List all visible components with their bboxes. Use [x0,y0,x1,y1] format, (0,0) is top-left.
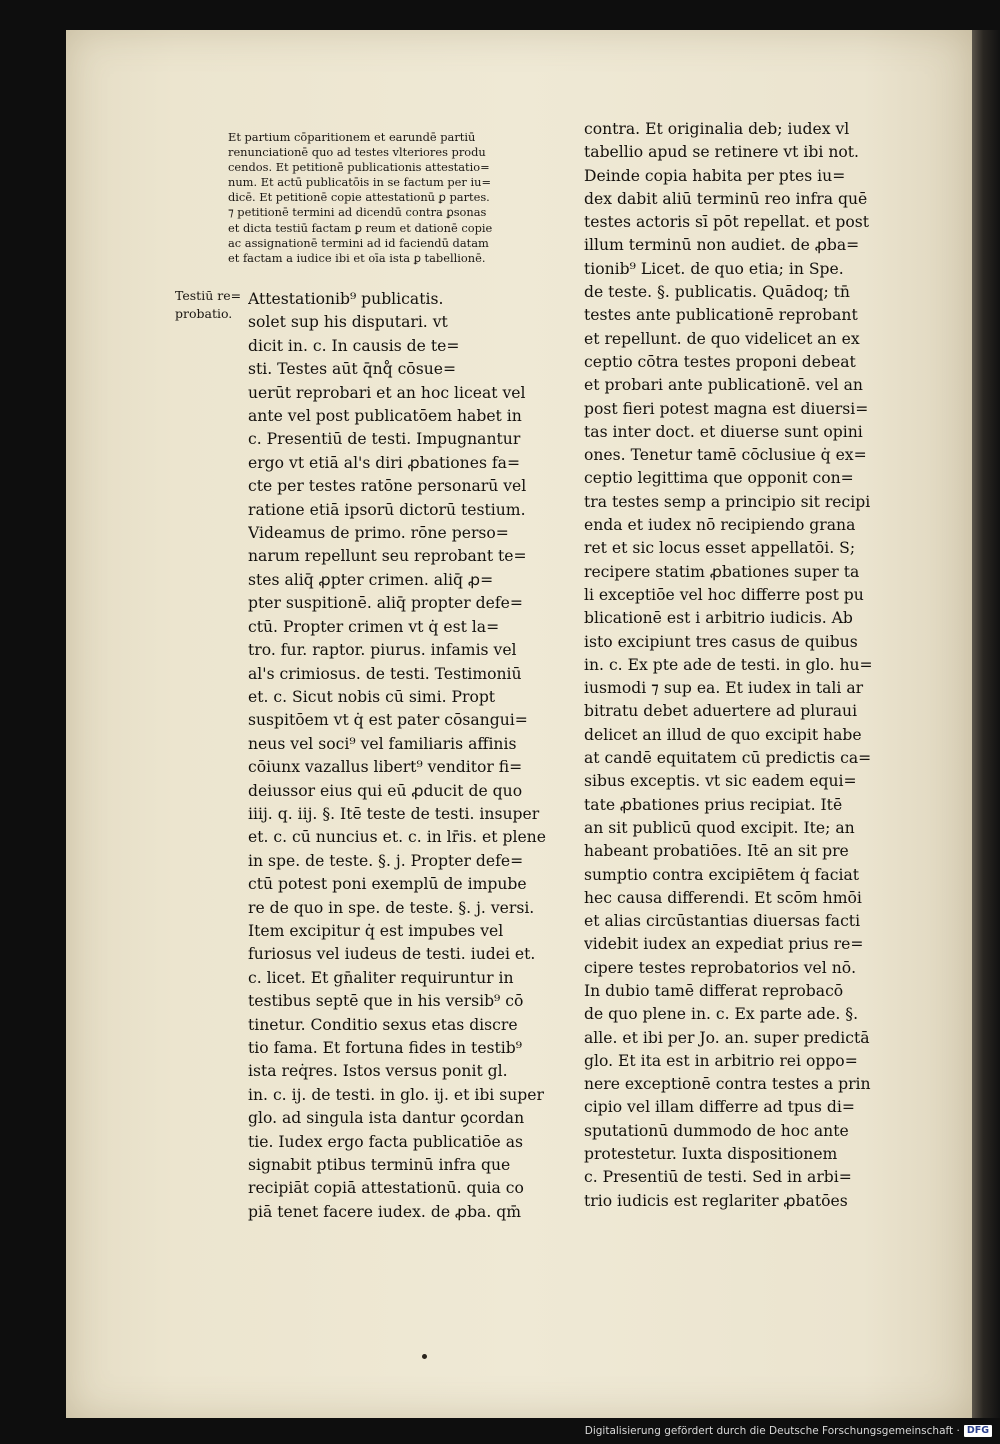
text-line: cipere testes reprobatorios vel nō. [584,958,857,977]
marginal-note-line: probatio. [175,306,233,321]
text-line: tinetur. Conditio sexus etas discre [248,1015,518,1034]
text-line: neus vel soci⁹ vel familiaris affinis [248,734,517,753]
text-line: iiij. q. iij. §. Itē teste de testi. insuper [248,804,540,823]
text-line: in. c. Ex pte ade de testi. in glo. hu= [584,655,873,674]
text-line: in spe. de teste. §. j. Propter defe= [248,851,524,870]
text-line: Deinde copia habita per ptes iu= [584,166,846,185]
text-line: piā tenet facere iudex. de ꝓba. qm̄ [248,1202,522,1221]
text-line: furiosus vel iudeus de testi. iudei et. [248,945,536,964]
text-line: ratione etiā ipsorū dictorū testium. [248,500,526,519]
text-line: narum repellunt seu reprobant te= [248,547,527,566]
ink-dot [422,1354,427,1359]
text-line: cipio vel illam differre ad tpus di= [584,1098,855,1117]
text-line: bitratu debet aduertere ad pluraui [584,702,858,721]
text-line: tie. Iudex ergo facta publicatiōe as [248,1132,524,1151]
footer-credit: Digitalisierung gefördert durch die Deutsche Forschungsgemeinschaft · [584,1425,960,1437]
text-line: sumptio contra excipiētem q̇ faciat [584,865,860,884]
text-line: cōiunx vazallus libert⁹ venditor fi= [248,758,523,777]
text-line: dex dabit aliū terminū reo infra quē [584,189,868,208]
text-line: testes actoris sī pōt repellat. et post [584,213,870,232]
text-line: deiussor eius qui eū ꝓducit de quo [248,781,523,800]
text-line: suspitōem vt q̇ est pater cōsangui= [248,711,528,730]
gloss-line: dicē. Et petitionē copie attestationū ꝑ partes. [228,190,490,205]
text-line: recipere statim ꝓbationes super ta [584,562,860,581]
text-line: tabellio apud se retinere vt ibi not. [584,143,859,162]
text-line: tionib⁹ Licet. de quo etia; in Spe. [584,259,844,278]
text-line: de quo plene in. c. Ex parte ade. §. [584,1005,859,1024]
text-line: pter suspitionē. aliq̄ propter defe= [248,594,523,613]
text-line: ante vel post publicatōem habet in [248,407,522,426]
gloss-line: cendos. Et petitionē publicationis attestatio= [228,160,490,175]
text-column-left [248,288,560,1224]
text-line: blicationē est i arbitrio iudicis. Ab [584,609,853,628]
text-line: enda et iudex nō recipiendo grana [584,516,856,535]
text-line: Attestationib⁹ publicatis. [248,290,444,308]
text-line: tro. fur. raptor. piurus. infamis vel [248,641,517,660]
text-line: habeant probatiōes. Itē an sit pre [584,842,849,861]
text-line: glo. ad singula ista dantur ꝯcordan [248,1109,525,1128]
text-line: testes ante publicationē reprobant [584,306,858,325]
text-line: recipiāt copiā attestationū. quia co [248,1179,524,1198]
text-line: Videamus de primo. rōne perso= [248,524,509,543]
text-line: et repellunt. de quo videlicet an ex [584,329,860,348]
text-line: stes aliq̄ ꝓpter crimen. aliq̄ ꝓ= [248,570,494,589]
text-line: nere exceptionē contra testes a prin [584,1075,871,1094]
text-line: c. Presentiū de testi. Impugnantur [248,430,521,449]
text-column-right [584,118,894,1213]
text-line: c. licet. Et gn̄aliter requiruntur in [248,968,514,987]
text-line: et alias circūstantias diuersas facti [584,912,861,931]
text-line: ceptio legittima que opponit con= [584,469,854,488]
text-line: glo. Et ita est in arbitrio rei oppo= [584,1051,858,1070]
text-line: alle. et ibi per Jo. an. super predictā [584,1028,870,1047]
text-line: ret et sic locus esset appellatōi. S; [584,539,856,558]
text-line: al's crimiosus. de testi. Testimoniū [248,664,522,683]
text-line: signabit ptibus terminū infra que [248,1156,511,1175]
digitization-footer [585,1422,992,1440]
gloss-line: num. Et actū publicatōis in se factum per iu= [228,175,492,190]
text-line: tio fama. Et fortuna fides in testib⁹ [248,1039,523,1057]
text-line: iusmodi ⁊ sup ea. Et iudex in tali ar [584,679,864,698]
text-line: ista req̇res. Istos versus ponit gl. [248,1062,508,1081]
gloss-line: ⁊ petitionē termini ad dicendū contra ꝑsonas [228,205,487,220]
gloss-line: ac assignationē termini ad id faciendū datam [228,235,489,250]
text-line: ones. Tenetur tamē cōclusiue q̇ ex= [584,446,867,465]
text-line: ceptio cōtra testes proponi debeat [584,352,856,371]
text-line: videbit iudex an expediat prius re= [584,935,864,954]
text-line: et. c. cū nuncius et. c. in lr̄is. et plene [248,828,546,847]
text-line: tate ꝓbationes prius recipiat. Itē [584,795,843,814]
text-line: solet sup his disputari. vt [248,313,448,332]
text-line: isto excipiunt tres casus de quibus [584,632,858,651]
gloss-line: et factam a iudice ibi et oīa ista ꝑ tabellionē. [228,250,486,265]
page-binding-edge [972,30,1000,1418]
text-line: delicet an illud de quo excipit habe [584,725,862,744]
gloss-line: Et partium cōparitionem et earundē partiū [228,130,476,144]
text-line: contra. Et originalia deb; iudex vl [584,120,850,138]
text-line: et probari ante publicationē. vel an [584,376,863,395]
text-line: an sit publicū quod excipit. Ite; an [584,818,855,837]
text-line: sputationū dummodo de hoc ante [584,1121,849,1140]
text-line: et. c. Sicut nobis cū simi. Propt [248,687,496,706]
text-line: uerūt reprobari et an hoc liceat vel [248,383,526,402]
text-line: re de quo in spe. de teste. §. j. versi. [248,898,535,917]
text-line: sti. Testes aūt q̄nq̊ cōsue= [248,360,457,379]
text-line: illum terminū non audiet. de ꝓba= [584,236,860,255]
text-line: In dubio tamē differat reprobacō [584,981,844,1000]
dfg-logo: DFG [964,1425,992,1437]
text-line: ctū potest poni exemplū de impube [248,875,527,894]
text-line: ctū. Propter crimen vt q̇ est la= [248,617,500,636]
gloss-block [228,130,558,266]
gloss-line: et dicta testiū factam ꝑ reum et dationē copie [228,220,493,235]
text-line: trio iudicis est reglariter ꝓbatōes [584,1191,848,1210]
text-line: tra testes semp a principio sit recipi [584,492,871,511]
text-line: at candē equitatem cū predictis ca= [584,749,872,768]
text-line: de teste. §. publicatis. Quādoq; tn̄ [584,283,850,302]
text-line: post fieri potest magna est diuersi= [584,399,869,418]
text-line: Item excipitur q̇ est impubes vel [248,921,504,940]
text-line: ergo vt etiā al's diri ꝓbationes fa= [248,453,521,472]
marginal-note [175,287,255,323]
marginal-note-line: Testiū re= [175,288,242,303]
text-line: protestetur. Iuxta dispositionem [584,1145,838,1164]
text-line: sibus exceptis. vt sic eadem equi= [584,772,857,791]
text-line: testibus septē que in his versib⁹ cō [248,992,524,1011]
text-line: cte per testes ratōne personarū vel [248,477,527,496]
text-line: in. c. ij. de testi. in glo. ij. et ibi super [248,1085,544,1104]
text-line: tas inter doct. et diuerse sunt opini [584,422,863,441]
text-line: dicit in. c. In causis de te= [248,336,460,355]
text-line: li exceptiōe vel hoc differre post pu [584,585,864,604]
text-line: c. Presentiū de testi. Sed in arbi= [584,1168,852,1187]
text-line: hec causa differendi. Et scōm hmōi [584,888,862,907]
gloss-line: renunciationē quo ad testes vlteriores produ [228,145,486,160]
